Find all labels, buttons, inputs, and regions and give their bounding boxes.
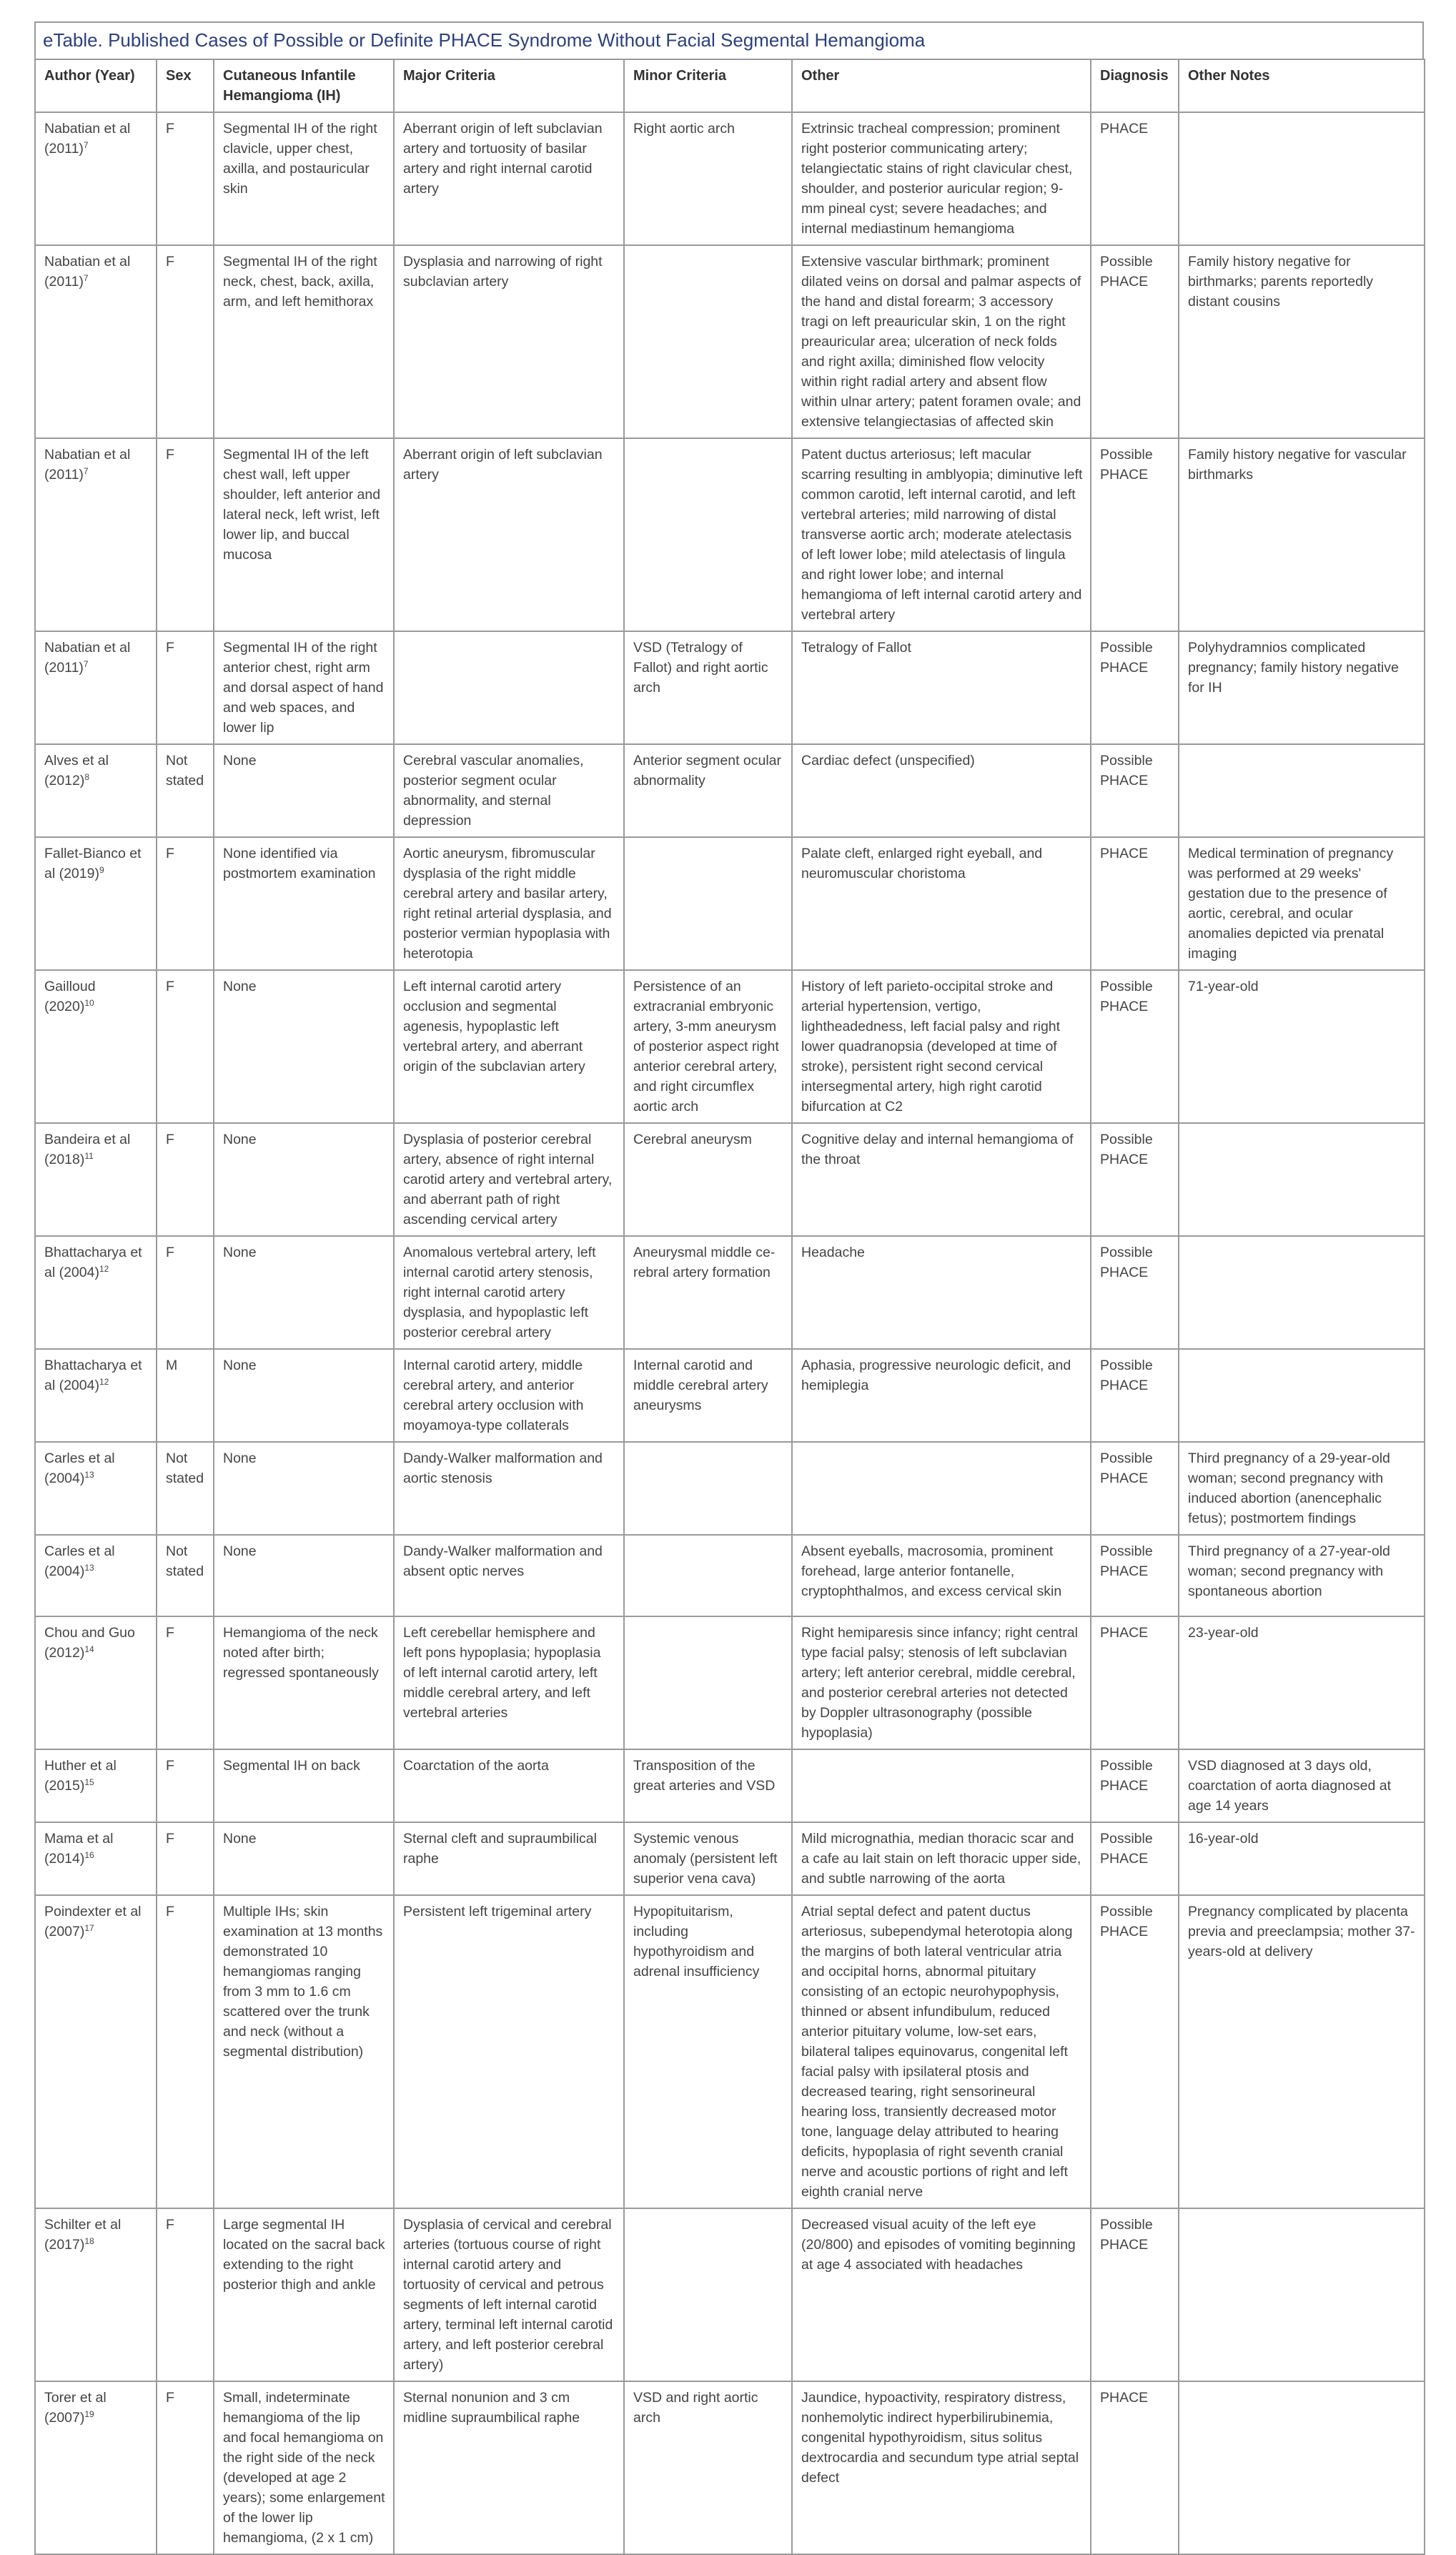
reference-number: 7 xyxy=(83,273,89,283)
cell-diagnosis: PHACE xyxy=(1091,1616,1179,1749)
cell-cutaneous: Large segmental IH located on the sacral back extending to the right posterior thigh and ankle xyxy=(214,2208,394,2381)
cell-major-criteria: Aberrant origin of left subclavian artery xyxy=(394,438,624,631)
reference-number: 12 xyxy=(99,1377,109,1387)
cell-minor-criteria xyxy=(624,1616,792,1749)
cell-diagnosis: Possible PHACE xyxy=(1091,631,1179,744)
cell-diagnosis: Possible PHACE xyxy=(1091,245,1179,438)
table-row xyxy=(35,744,1425,837)
table-row xyxy=(35,1349,1425,1442)
cell-sex: F xyxy=(157,1123,214,1236)
cell-major-criteria: Left internal carotid artery occlusion and segmental agenesis, hypoplastic left vertebral artery, and aberrant origin of the subclavian artery xyxy=(394,970,624,1123)
cell-other: Cardiac defect (unspecified) xyxy=(792,744,1091,837)
cell-cutaneous: Multiple IHs; skin examination at 13 months demonstrated 10 hemangiomas ranging from 3 mm to 1.6 cm scattered over the trunk and neck (without a segmental distribution) xyxy=(214,1895,394,2208)
table-row xyxy=(35,245,1425,438)
cell-major-criteria: Internal carotid artery, middle cerebral artery, and anterior cerebral artery occlusion with moyamoya-type collaterals xyxy=(394,1349,624,1442)
reference-number: 19 xyxy=(84,2409,94,2419)
cell-other-notes xyxy=(1179,1123,1425,1236)
author-text: Mama et al (2014) xyxy=(44,1831,114,1867)
cell-minor-criteria: Cerebral aneurysm xyxy=(624,1123,792,1236)
cell-other-notes: Family history negative for birthmarks; parents reportedly distant cousins xyxy=(1179,245,1425,438)
cell-other-notes: Polyhydramnios complicated pregnancy; family history negative for IH xyxy=(1179,631,1425,744)
author-text: Carles et al (2004) xyxy=(44,1451,115,1486)
cell-other: Patent ductus arteriosus; left macular scarring resulting in amblyopia; diminutive left common carotid, left internal carotid, and left vertebral arteries; mild narrowing of distal transverse aortic arch; moderate atelectasis of left lower lobe; mild atelectasis of lingula and right lower lobe; and internal hemangioma of left internal carotid artery and vertebral artery xyxy=(792,438,1091,631)
author-text: Nabatian et al (2011) xyxy=(44,447,131,483)
table-row xyxy=(35,1442,1425,1535)
cell-minor-criteria xyxy=(624,245,792,438)
cell-cutaneous: None xyxy=(214,744,394,837)
cell-sex: F xyxy=(157,1822,214,1895)
cell-diagnosis: Possible PHACE xyxy=(1091,1895,1179,2208)
table-row xyxy=(35,1895,1425,2208)
cell-other-notes xyxy=(1179,2208,1425,2381)
cell-diagnosis: PHACE xyxy=(1091,112,1179,245)
table-row xyxy=(35,1535,1425,1616)
cell-other-notes: Third pregnancy of a 27-year-old woman; second pregnancy with spontaneous abortion xyxy=(1179,1535,1425,1616)
cell-minor-criteria: Hypopituitarism, including hypothyroidism and adrenal insufficiency xyxy=(624,1895,792,2208)
cell-cutaneous: Segmental IH of the right neck, chest, back, axilla, arm, and left hemithorax xyxy=(214,245,394,438)
cell-author xyxy=(35,744,157,837)
author-text: Huther et al (2015) xyxy=(44,1758,117,1794)
table-row xyxy=(35,1616,1425,1749)
reference-number: 15 xyxy=(84,1777,94,1787)
cell-other: Extrinsic tracheal compression; prominent right posterior communicating artery; telangiectatic stains of right clavicular chest, shoulder, and posterior auricular region; 9-mm pineal cyst; severe headaches; and internal mediastinum hemangioma xyxy=(792,112,1091,245)
table-row xyxy=(35,2381,1425,2554)
cell-cutaneous: Segmental IH of the left chest wall, left upper shoulder, left anterior and lateral neck, left wrist, left lower lip, and buccal mucosa xyxy=(214,438,394,631)
cell-other-notes xyxy=(1179,2381,1425,2554)
cell-diagnosis: PHACE xyxy=(1091,2381,1179,2554)
cell-sex: F xyxy=(157,438,214,631)
reference-number: 8 xyxy=(84,772,90,782)
cell-other: Headache xyxy=(792,1236,1091,1349)
cell-diagnosis: Possible PHACE xyxy=(1091,1442,1179,1535)
cell-other: Aphasia, progressive neurologic deficit, and hemiplegia xyxy=(792,1349,1091,1442)
cell-author xyxy=(35,112,157,245)
cell-author xyxy=(35,438,157,631)
cell-sex: F xyxy=(157,1236,214,1349)
cell-author xyxy=(35,245,157,438)
cell-author xyxy=(35,1749,157,1822)
cell-diagnosis: Possible PHACE xyxy=(1091,1349,1179,1442)
cell-other-notes xyxy=(1179,112,1425,245)
cell-other-notes: 71-year-old xyxy=(1179,970,1425,1123)
cell-minor-criteria: Persistence of an extracranial embryonic artery, 3-mm aneurysm of posterior aspect right anterior cerebral artery, and right circumflex aortic arch xyxy=(624,970,792,1123)
col-header-major: Major Criteria xyxy=(394,59,624,112)
reference-number: 9 xyxy=(99,865,104,875)
cell-major-criteria: Aberrant origin of left subclavian artery and tortuosity of basilar artery and right internal carotid artery xyxy=(394,112,624,245)
reference-number: 13 xyxy=(84,1470,94,1480)
table-row xyxy=(35,112,1425,245)
cell-major-criteria: Sternal nonunion and 3 cm midline supraumbilical raphe xyxy=(394,2381,624,2554)
cell-author xyxy=(35,1123,157,1236)
cell-author xyxy=(35,1616,157,1749)
cell-sex: F xyxy=(157,837,214,970)
cell-sex: Not stated xyxy=(157,1535,214,1616)
etable-page xyxy=(34,21,1424,2555)
cell-cutaneous: None xyxy=(214,970,394,1123)
cell-major-criteria: Left cerebellar hemisphere and left pons hypoplasia; hypoplasia of left internal carotid artery, left middle cerebral artery, and left vertebral arteries xyxy=(394,1616,624,1749)
cell-other-notes xyxy=(1179,744,1425,837)
cell-major-criteria: Dysplasia and narrowing of right subclavian artery xyxy=(394,245,624,438)
cell-author xyxy=(35,2208,157,2381)
cell-other: Palate cleft, enlarged right eyeball, and neuromuscular choristoma xyxy=(792,837,1091,970)
author-text: Carles et al (2004) xyxy=(44,1543,115,1579)
author-text: Torer et al (2007) xyxy=(44,2390,107,2426)
reference-number: 7 xyxy=(83,659,89,669)
cell-major-criteria: Dandy-Walker malformation and absent optic nerves xyxy=(394,1535,624,1616)
cell-cutaneous: None xyxy=(214,1123,394,1236)
cell-sex: M xyxy=(157,1349,214,1442)
author-text: Chou and Guo (2012) xyxy=(44,1625,135,1661)
cell-major-criteria: Aortic aneurysm, fibromuscular dysplasia of the right middle cerebral artery and basilar artery, right retinal arterial dysplasia, and posterior vermian hypoplasia with heterotopia xyxy=(394,837,624,970)
author-text: Schilter et al (2017) xyxy=(44,2217,122,2253)
reference-number: 7 xyxy=(83,140,89,150)
cell-sex: F xyxy=(157,631,214,744)
cell-cutaneous: None xyxy=(214,1236,394,1349)
cell-author xyxy=(35,970,157,1123)
reference-number: 17 xyxy=(84,1923,94,1933)
cell-minor-criteria: Systemic venous anomaly (persistent left superior vena cava) xyxy=(624,1822,792,1895)
cell-author xyxy=(35,837,157,970)
cell-minor-criteria: VSD and right aortic arch xyxy=(624,2381,792,2554)
cell-major-criteria: Dysplasia of cervical and cerebral arteries (tortuous course of right internal carotid artery and tortuosity of cervical and petrous segments of left internal carotid artery, terminal left internal carotid artery, and left posterior cerebral artery) xyxy=(394,2208,624,2381)
table-row xyxy=(35,1236,1425,1349)
cell-cutaneous: Segmental IH of the right anterior chest, right arm and dorsal aspect of hand and web spaces, and lower lip xyxy=(214,631,394,744)
cell-cutaneous: None identified via postmortem examination xyxy=(214,837,394,970)
col-header-notes: Other Notes xyxy=(1179,59,1425,112)
table-row xyxy=(35,438,1425,631)
cell-diagnosis: Possible PHACE xyxy=(1091,1822,1179,1895)
table-row xyxy=(35,970,1425,1123)
cell-other-notes xyxy=(1179,1236,1425,1349)
cell-author xyxy=(35,1535,157,1616)
cell-minor-criteria: VSD (Tetralogy of Fallot) and right aortic arch xyxy=(624,631,792,744)
cell-other-notes xyxy=(1179,1349,1425,1442)
reference-number: 18 xyxy=(84,2236,94,2246)
table-row xyxy=(35,1749,1425,1822)
cell-author xyxy=(35,631,157,744)
cell-diagnosis: Possible PHACE xyxy=(1091,2208,1179,2381)
cell-other: Atrial septal defect and patent ductus arteriosus, subependymal heterotopia along the margins of both lateral ventricular atria and occipital horns, abnormal pituitary consisting of an ectopic neurohypophysis, thinned or absent infundibulum, reduced anterior pituitary volume, low-set ears, bilateral talipes equinovarus, congenital left facial palsy with ipsilateral ptosis and decreased tearing, right sensorineural hearing loss, transiently decreased motor tone, language delay attributed to hearing deficits, hypoplasia of right seventh cranial nerve and acoustic portions of right and left eighth cranial nerve xyxy=(792,1895,1091,2208)
cell-other-notes: 23-year-old xyxy=(1179,1616,1425,1749)
author-text: Alves et al (2012) xyxy=(44,753,109,789)
cell-other-notes: Medical termination of pregnancy was performed at 29 weeks' gestation due to the presence of aortic, cerebral, and ocular anomalies depicted via prenatal imaging xyxy=(1179,837,1425,970)
author-text: Poindexter et al (2007) xyxy=(44,1904,142,1939)
cell-minor-criteria xyxy=(624,2208,792,2381)
table-row xyxy=(35,631,1425,744)
cell-major-criteria: Coarctation of the aorta xyxy=(394,1749,624,1822)
table-row xyxy=(35,837,1425,970)
col-header-author: Author (Year) xyxy=(35,59,157,112)
cell-other: Right hemiparesis since infancy; right central type facial palsy; stenosis of left subclavian artery; left anterior cerebral, middle cerebral, and posterior cerebral arteries not detected by Doppler ultrasonography (possible hypoplasia) xyxy=(792,1616,1091,1749)
table-row xyxy=(35,1123,1425,1236)
col-header-sex: Sex xyxy=(157,59,214,112)
author-text: Bandeira et al (2018) xyxy=(44,1132,131,1167)
cell-major-criteria: Dandy-Walker malformation and aortic stenosis xyxy=(394,1442,624,1535)
header-row xyxy=(35,59,1425,112)
cell-major-criteria xyxy=(394,631,624,744)
cell-other: Absent eyeballs, macrosomia, prominent forehead, large anterior fontanelle, cryptophthalmos, and excess cervical skin xyxy=(792,1535,1091,1616)
cell-other: Cognitive delay and internal hemangioma of the throat xyxy=(792,1123,1091,1236)
cell-other: Mild micrognathia, median thoracic scar and a cafe au lait stain on left thoracic upper side, and subtle narrowing of the aorta xyxy=(792,1822,1091,1895)
cell-major-criteria: Sternal cleft and supraumbilical raphe xyxy=(394,1822,624,1895)
cell-minor-criteria: Transposition of the great arteries and VSD xyxy=(624,1749,792,1822)
cell-diagnosis: Possible PHACE xyxy=(1091,1236,1179,1349)
reference-number: 10 xyxy=(84,998,94,1008)
cell-author xyxy=(35,1442,157,1535)
cell-sex: Not stated xyxy=(157,1442,214,1535)
cell-sex: F xyxy=(157,112,214,245)
reference-number: 16 xyxy=(84,1850,94,1860)
cell-diagnosis: Possible PHACE xyxy=(1091,1123,1179,1236)
table-row xyxy=(35,1822,1425,1895)
cell-other: Tetralogy of Fallot xyxy=(792,631,1091,744)
cell-cutaneous: Segmental IH of the right clavicle, upper chest, axilla, and postauricular skin xyxy=(214,112,394,245)
col-header-cutaneous: Cutaneous Infantile Hemangioma (IH) xyxy=(214,59,394,112)
cell-other-notes: 16-year-old xyxy=(1179,1822,1425,1895)
cell-cutaneous: Segmental IH on back xyxy=(214,1749,394,1822)
reference-number: 14 xyxy=(84,1644,94,1654)
cell-sex: F xyxy=(157,2381,214,2554)
cell-sex: F xyxy=(157,1616,214,1749)
cell-sex: F xyxy=(157,1749,214,1822)
table-title: eTable. Published Cases of Possible or Definite PHACE Syndrome Without Facial Segmental Hemangioma xyxy=(43,29,926,51)
cell-minor-criteria: Right aortic arch xyxy=(624,112,792,245)
cell-diagnosis: PHACE xyxy=(1091,837,1179,970)
cell-major-criteria: Cerebral vascular anomalies, posterior segment ocular abnormality, and sternal depression xyxy=(394,744,624,837)
author-text: Nabatian et al (2011) xyxy=(44,640,131,676)
cell-major-criteria: Persistent left trigeminal artery xyxy=(394,1895,624,2208)
table-body xyxy=(35,112,1425,2554)
cell-minor-criteria: Internal carotid and middle cerebral artery aneurysms xyxy=(624,1349,792,1442)
cell-other-notes: Pregnancy complicated by placenta previa and preeclampsia; mother 37-years-old at delivery xyxy=(1179,1895,1425,2208)
col-header-minor: Minor Criteria xyxy=(624,59,792,112)
phace-cases-table xyxy=(34,59,1425,2555)
author-text: Gailloud (2020) xyxy=(44,979,96,1014)
cell-diagnosis: Possible PHACE xyxy=(1091,1749,1179,1822)
cell-cutaneous: Small, indeterminate hemangioma of the lip and focal hemangioma on the right side of the neck (developed at age 2 years); some enlargement of the lower lip hemangioma, (2 x 1 cm) xyxy=(214,2381,394,2554)
cell-other: History of left parieto-occipital stroke and arterial hypertension, vertigo, lightheadedness, left facial palsy and right lower quadranopsia (developed at time of stroke), persistent right second cervical intersegmental artery, high right carotid bifurcation at C2 xyxy=(792,970,1091,1123)
reference-number: 11 xyxy=(84,1151,94,1161)
col-header-other: Other xyxy=(792,59,1091,112)
author-text: Nabatian et al (2011) xyxy=(44,121,131,157)
cell-major-criteria: Dysplasia of posterior cerebral artery, absence of right internal carotid artery and vertebral artery, and aberrant path of right ascending cervical artery xyxy=(394,1123,624,1236)
author-text: Bhattacharya et al (2004) xyxy=(44,1358,142,1393)
cell-author xyxy=(35,1349,157,1442)
cell-cutaneous: None xyxy=(214,1349,394,1442)
cell-other xyxy=(792,1442,1091,1535)
cell-author xyxy=(35,1895,157,2208)
cell-diagnosis: Possible PHACE xyxy=(1091,1535,1179,1616)
cell-minor-criteria: Anterior segment ocular abnormality xyxy=(624,744,792,837)
cell-cutaneous: None xyxy=(214,1822,394,1895)
cell-diagnosis: Possible PHACE xyxy=(1091,438,1179,631)
reference-number: 7 xyxy=(83,466,89,476)
col-header-diagnosis: Diagnosis xyxy=(1091,59,1179,112)
author-text: Nabatian et al (2011) xyxy=(44,254,131,290)
reference-number: 12 xyxy=(99,1264,109,1274)
table-row xyxy=(35,2208,1425,2381)
cell-minor-criteria xyxy=(624,1442,792,1535)
cell-other: Extensive vascular birthmark; prominent dilated veins on dorsal and palmar aspects of the hand and distal forearm; 3 accessory tragi on left preauricular skin, 1 on the right preauricular area; ulceration of neck folds and right axilla; diminished flow velocity within right radial artery and absent flow within ulnar artery; patent foramen ovale; and extensive telangiectasias of affected skin xyxy=(792,245,1091,438)
cell-diagnosis: Possible PHACE xyxy=(1091,744,1179,837)
cell-minor-criteria xyxy=(624,438,792,631)
cell-author xyxy=(35,2381,157,2554)
author-text: Fallet-Bianco et al (2019) xyxy=(44,846,142,881)
cell-minor-criteria xyxy=(624,837,792,970)
cell-minor-criteria xyxy=(624,1535,792,1616)
cell-other xyxy=(792,1749,1091,1822)
cell-other-notes: Third pregnancy of a 29-year-old woman; second pregnancy with induced abortion (anencephalic fetus); postmortem findings xyxy=(1179,1442,1425,1535)
cell-major-criteria: Anomalous vertebral artery, left internal carotid artery stenosis, right internal carotid artery dysplasia, and hypoplastic left posterior cerebral artery xyxy=(394,1236,624,1349)
cell-minor-criteria: Aneurysmal middle ce-rebral artery formation xyxy=(624,1236,792,1349)
cell-sex: F xyxy=(157,245,214,438)
cell-other: Jaundice, hypoactivity, respiratory distress, nonhemolytic indirect hyperbilirubinemia, congenital hypothyroidism, situs solitus dextrocardia and secundum type atrial septal defect xyxy=(792,2381,1091,2554)
cell-sex: F xyxy=(157,970,214,1123)
cell-sex: F xyxy=(157,2208,214,2381)
cell-other: Decreased visual acuity of the left eye (20/800) and episodes of vomiting beginning at age 4 associated with headaches xyxy=(792,2208,1091,2381)
cell-sex: Not stated xyxy=(157,744,214,837)
cell-author xyxy=(35,1236,157,1349)
cell-diagnosis: Possible PHACE xyxy=(1091,970,1179,1123)
cell-sex: F xyxy=(157,1895,214,2208)
cell-cutaneous: None xyxy=(214,1535,394,1616)
cell-author xyxy=(35,1822,157,1895)
cell-cutaneous: Hemangioma of the neck noted after birth; regressed spontaneously xyxy=(214,1616,394,1749)
cell-other-notes: VSD diagnosed at 3 days old, coarctation of aorta diagnosed at age 14 years xyxy=(1179,1749,1425,1822)
cell-other-notes: Family history negative for vascular birthmarks xyxy=(1179,438,1425,631)
author-text: Bhattacharya et al (2004) xyxy=(44,1245,142,1280)
reference-number: 13 xyxy=(84,1563,94,1573)
table-caption xyxy=(34,21,1424,59)
cell-cutaneous: None xyxy=(214,1442,394,1535)
